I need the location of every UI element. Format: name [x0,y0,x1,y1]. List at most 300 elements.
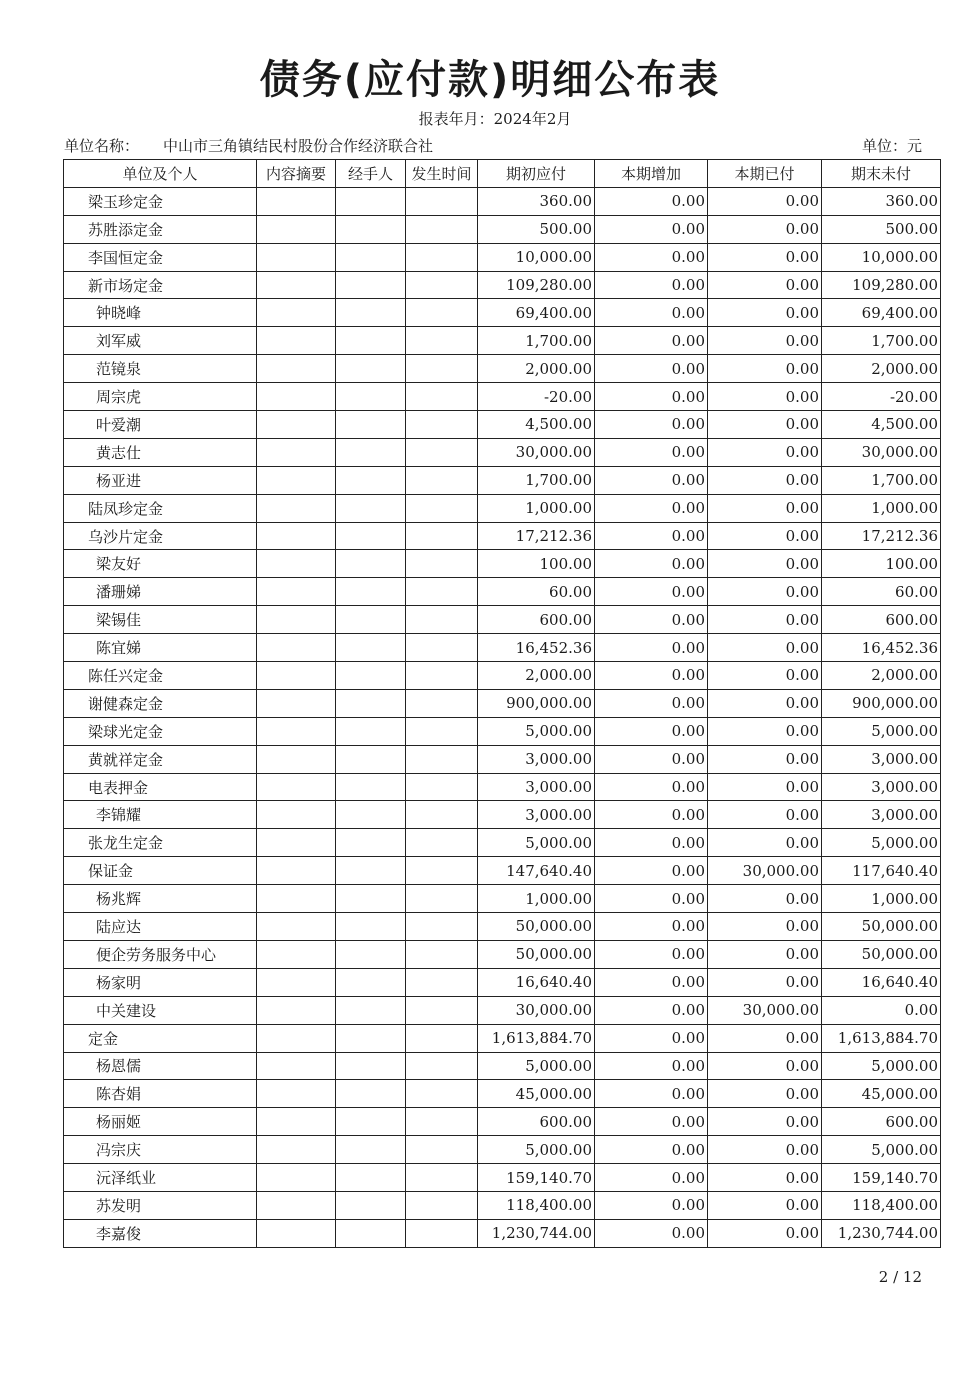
cell-summary [257,1080,336,1108]
cell-increase: 0.00 [595,996,708,1024]
cell-closing: -20.00 [822,383,941,411]
cell-summary [257,773,336,801]
cell-summary [257,271,336,299]
cell-handler [336,1136,406,1164]
table-row [64,494,941,522]
cell-closing: 16,452.36 [822,634,941,662]
cell-increase: 0.00 [595,522,708,550]
cell-handler [336,1164,406,1192]
cell-closing: 5,000.00 [822,829,941,857]
cell-increase: 0.00 [595,968,708,996]
cell-closing: 3,000.00 [822,801,941,829]
cell-increase: 0.00 [595,634,708,662]
cell-increase: 0.00 [595,215,708,243]
cell-party: 梁友好 [64,550,257,578]
table-row [64,913,941,941]
cell-handler [336,634,406,662]
table-row [64,1219,941,1247]
cell-summary [257,606,336,634]
cell-closing: 118,400.00 [822,1191,941,1219]
table-row [64,466,941,494]
table-row [64,745,941,773]
cell-summary [257,1136,336,1164]
cell-opening: 5,000.00 [478,1136,595,1164]
cell-date [406,885,478,913]
cell-closing: 500.00 [822,215,941,243]
cell-handler [336,662,406,690]
cell-handler [336,1052,406,1080]
cell-summary [257,187,336,215]
col-header-closing: 期末未付 [822,160,941,188]
cell-opening: 69,400.00 [478,299,595,327]
report-period: 报表年月：2024年2月 [418,110,572,128]
cell-summary [257,885,336,913]
unit-name-line [64,135,433,156]
cell-opening: -20.00 [478,383,595,411]
cell-opening: 600.00 [478,1108,595,1136]
cell-opening: 100.00 [478,550,595,578]
cell-closing: 16,640.40 [822,968,941,996]
cell-date [406,299,478,327]
cell-summary [257,215,336,243]
cell-opening: 1,700.00 [478,466,595,494]
cell-paid: 0.00 [708,243,822,271]
cell-opening: 3,000.00 [478,745,595,773]
cell-handler [336,689,406,717]
cell-date [406,187,478,215]
cell-paid: 0.00 [708,634,822,662]
cell-opening: 360.00 [478,187,595,215]
cell-date [406,1108,478,1136]
cell-handler [336,1080,406,1108]
cell-date [406,271,478,299]
cell-opening: 50,000.00 [478,940,595,968]
cell-summary [257,550,336,578]
cell-increase: 0.00 [595,383,708,411]
cell-increase: 0.00 [595,857,708,885]
cell-date [406,1219,478,1247]
table-row [64,662,941,690]
cell-handler [336,578,406,606]
cell-paid: 0.00 [708,1052,822,1080]
col-header-paid: 本期已付 [708,160,822,188]
cell-increase: 0.00 [595,773,708,801]
cell-summary [257,1219,336,1247]
cell-summary [257,1191,336,1219]
cell-paid: 0.00 [708,355,822,383]
cell-increase: 0.00 [595,1052,708,1080]
cell-summary [257,829,336,857]
cell-opening: 118,400.00 [478,1191,595,1219]
cell-date [406,968,478,996]
cell-opening: 45,000.00 [478,1080,595,1108]
cell-summary [257,1024,336,1052]
table-row [64,1052,941,1080]
cell-party: 潘珊娣 [64,578,257,606]
cell-party: 便企劳务服务中心 [64,940,257,968]
cell-closing: 109,280.00 [822,271,941,299]
cell-handler [336,940,406,968]
cell-paid: 30,000.00 [708,857,822,885]
cell-increase: 0.00 [595,243,708,271]
cell-increase: 0.00 [595,745,708,773]
cell-summary [257,411,336,439]
table-row [64,606,941,634]
cell-date [406,996,478,1024]
cell-party: 苏胜添定金 [64,215,257,243]
table-row [64,271,941,299]
cell-summary [257,940,336,968]
cell-summary [257,857,336,885]
cell-paid: 30,000.00 [708,996,822,1024]
cell-opening: 10,000.00 [478,243,595,271]
cell-paid: 0.00 [708,1219,822,1247]
cell-handler [336,996,406,1024]
cell-date [406,411,478,439]
cell-party: 沅泽纸业 [64,1164,257,1192]
cell-party: 黄志仕 [64,438,257,466]
cell-increase: 0.00 [595,717,708,745]
cell-handler [336,717,406,745]
cell-paid: 0.00 [708,215,822,243]
cell-handler [336,550,406,578]
cell-opening: 500.00 [478,215,595,243]
cell-party: 杨兆辉 [64,885,257,913]
cell-paid: 0.00 [708,1080,822,1108]
table-row [64,411,941,439]
cell-increase: 0.00 [595,913,708,941]
table-row [64,968,941,996]
cell-opening: 50,000.00 [478,913,595,941]
cell-paid: 0.00 [708,745,822,773]
currency-unit: 单位：元 [861,137,922,155]
cell-opening: 3,000.00 [478,773,595,801]
cell-opening: 2,000.00 [478,355,595,383]
cell-handler [336,215,406,243]
cell-opening: 30,000.00 [478,996,595,1024]
cell-date [406,773,478,801]
cell-party: 黄就祥定金 [64,745,257,773]
cell-paid: 0.00 [708,773,822,801]
cell-party: 梁球光定金 [64,717,257,745]
cell-increase: 0.00 [595,1164,708,1192]
cell-increase: 0.00 [595,829,708,857]
cell-closing: 900,000.00 [822,689,941,717]
cell-opening: 5,000.00 [478,829,595,857]
cell-summary [257,996,336,1024]
table-row [64,1024,941,1052]
cell-closing: 30,000.00 [822,438,941,466]
table-row [64,522,941,550]
cell-handler [336,885,406,913]
cell-opening: 147,640.40 [478,857,595,885]
cell-summary [257,243,336,271]
col-header-opening: 期初应付 [478,160,595,188]
cell-party: 周宗虎 [64,383,257,411]
cell-date [406,215,478,243]
cell-handler [336,466,406,494]
table-row [64,717,941,745]
cell-party: 张龙生定金 [64,829,257,857]
cell-increase: 0.00 [595,187,708,215]
cell-opening: 30,000.00 [478,438,595,466]
cell-closing: 5,000.00 [822,717,941,745]
cell-party: 陈任兴定金 [64,662,257,690]
cell-paid: 0.00 [708,829,822,857]
cell-opening: 109,280.00 [478,271,595,299]
cell-paid: 0.00 [708,466,822,494]
cell-handler [336,411,406,439]
cell-paid: 0.00 [708,550,822,578]
unit-name-value: 中山市三角镇结民村股份合作经济联合社 [163,137,434,155]
cell-summary [257,745,336,773]
cell-increase: 0.00 [595,662,708,690]
cell-party: 电表押金 [64,773,257,801]
cell-closing: 5,000.00 [822,1052,941,1080]
unit-name-label: 单位名称： [64,137,140,155]
cell-summary [257,662,336,690]
cell-paid: 0.00 [708,299,822,327]
cell-paid: 0.00 [708,271,822,299]
table-row [64,1164,941,1192]
cell-increase: 0.00 [595,327,708,355]
cell-date [406,745,478,773]
cell-closing: 1,700.00 [822,327,941,355]
cell-party: 苏发明 [64,1191,257,1219]
cell-paid: 0.00 [708,327,822,355]
cell-handler [336,299,406,327]
cell-opening: 2,000.00 [478,662,595,690]
cell-paid: 0.00 [708,885,822,913]
cell-closing: 4,500.00 [822,411,941,439]
col-header-increase: 本期增加 [595,160,708,188]
cell-increase: 0.00 [595,801,708,829]
cell-increase: 0.00 [595,355,708,383]
cell-summary [257,355,336,383]
cell-opening: 1,230,744.00 [478,1219,595,1247]
cell-handler [336,1024,406,1052]
cell-increase: 0.00 [595,940,708,968]
cell-party: 陈杏娟 [64,1080,257,1108]
cell-party: 陆凤珍定金 [64,494,257,522]
cell-closing: 17,212.36 [822,522,941,550]
page-number: 2 / 12 [878,1268,922,1286]
cell-date [406,634,478,662]
cell-date [406,606,478,634]
cell-increase: 0.00 [595,550,708,578]
table-row [64,243,941,271]
cell-date [406,1164,478,1192]
cell-paid: 0.00 [708,717,822,745]
table-row [64,327,941,355]
table-row [64,689,941,717]
cell-date [406,801,478,829]
cell-paid: 0.00 [708,940,822,968]
cell-party: 刘军威 [64,327,257,355]
cell-handler [336,438,406,466]
cell-opening: 5,000.00 [478,1052,595,1080]
cell-party: 杨家明 [64,968,257,996]
cell-party: 钟晓峰 [64,299,257,327]
cell-opening: 3,000.00 [478,801,595,829]
cell-paid: 0.00 [708,968,822,996]
cell-increase: 0.00 [595,1219,708,1247]
cell-summary [257,438,336,466]
cell-party: 梁玉珍定金 [64,187,257,215]
cell-closing: 50,000.00 [822,913,941,941]
table-row [64,829,941,857]
cell-summary [257,1164,336,1192]
cell-opening: 60.00 [478,578,595,606]
table-row [64,355,941,383]
cell-paid: 0.00 [708,1024,822,1052]
cell-party: 范镜泉 [64,355,257,383]
cell-handler [336,801,406,829]
cell-closing: 5,000.00 [822,1136,941,1164]
table-row [64,438,941,466]
cell-paid: 0.00 [708,1108,822,1136]
cell-party: 杨亚进 [64,466,257,494]
cell-paid: 0.00 [708,411,822,439]
cell-paid: 0.00 [708,1164,822,1192]
cell-date [406,1080,478,1108]
table-row [64,1136,941,1164]
cell-party: 中关建设 [64,996,257,1024]
cell-paid: 0.00 [708,1136,822,1164]
table-row [64,801,941,829]
cell-date [406,1191,478,1219]
cell-handler [336,857,406,885]
cell-increase: 0.00 [595,438,708,466]
cell-closing: 100.00 [822,550,941,578]
cell-party: 叶爱潮 [64,411,257,439]
cell-summary [257,494,336,522]
cell-party: 乌沙片定金 [64,522,257,550]
cell-closing: 3,000.00 [822,773,941,801]
cell-closing: 0.00 [822,996,941,1024]
cell-date [406,662,478,690]
table-row [64,996,941,1024]
cell-paid: 0.00 [708,913,822,941]
cell-paid: 0.00 [708,578,822,606]
cell-increase: 0.00 [595,1191,708,1219]
cell-party: 李国恒定金 [64,243,257,271]
table-row [64,299,941,327]
cell-handler [336,745,406,773]
cell-closing: 50,000.00 [822,940,941,968]
table-row [64,550,941,578]
cell-increase: 0.00 [595,271,708,299]
table-row [64,857,941,885]
cell-summary [257,522,336,550]
cell-increase: 0.00 [595,578,708,606]
cell-party: 陆应达 [64,913,257,941]
cell-date [406,466,478,494]
cell-date [406,578,478,606]
cell-handler [336,913,406,941]
cell-party: 杨丽姬 [64,1108,257,1136]
cell-summary [257,1108,336,1136]
cell-paid: 0.00 [708,438,822,466]
cell-closing: 360.00 [822,187,941,215]
cell-date [406,689,478,717]
cell-paid: 0.00 [708,522,822,550]
cell-opening: 16,452.36 [478,634,595,662]
cell-party: 定金 [64,1024,257,1052]
cell-handler [336,355,406,383]
table-row [64,1108,941,1136]
cell-party: 新市场定金 [64,271,257,299]
cell-handler [336,1219,406,1247]
cell-handler [336,187,406,215]
cell-handler [336,494,406,522]
table-row [64,187,941,215]
cell-handler [336,773,406,801]
cell-increase: 0.00 [595,299,708,327]
cell-paid: 0.00 [708,1191,822,1219]
cell-closing: 159,140.70 [822,1164,941,1192]
cell-handler [336,1191,406,1219]
cell-party: 李嘉俊 [64,1219,257,1247]
table-row [64,383,941,411]
cell-summary [257,327,336,355]
cell-party: 保证金 [64,857,257,885]
cell-date [406,857,478,885]
cell-closing: 1,613,884.70 [822,1024,941,1052]
cell-party: 梁锡佳 [64,606,257,634]
cell-handler [336,243,406,271]
cell-closing: 60.00 [822,578,941,606]
cell-handler [336,327,406,355]
cell-summary [257,689,336,717]
cell-increase: 0.00 [595,466,708,494]
cell-increase: 0.00 [595,1080,708,1108]
cell-date [406,383,478,411]
cell-summary [257,913,336,941]
cell-party: 冯宗庆 [64,1136,257,1164]
cell-party: 杨恩儒 [64,1052,257,1080]
cell-party: 李锦耀 [64,801,257,829]
cell-handler [336,968,406,996]
table-row [64,578,941,606]
cell-increase: 0.00 [595,1024,708,1052]
cell-increase: 0.00 [595,885,708,913]
cell-date [406,327,478,355]
cell-closing: 10,000.00 [822,243,941,271]
cell-date [406,940,478,968]
table-row [64,885,941,913]
cell-closing: 1,000.00 [822,494,941,522]
cell-summary [257,717,336,745]
cell-date [406,717,478,745]
cell-date [406,243,478,271]
cell-date [406,522,478,550]
cell-date [406,1136,478,1164]
cell-increase: 0.00 [595,1108,708,1136]
cell-opening: 159,140.70 [478,1164,595,1192]
col-header-party: 单位及个人 [64,160,257,188]
cell-summary [257,383,336,411]
cell-closing: 600.00 [822,1108,941,1136]
cell-summary [257,466,336,494]
cell-date [406,494,478,522]
cell-handler [336,829,406,857]
cell-closing: 3,000.00 [822,745,941,773]
cell-date [406,438,478,466]
cell-summary [257,299,336,327]
cell-paid: 0.00 [708,606,822,634]
table-row [64,634,941,662]
